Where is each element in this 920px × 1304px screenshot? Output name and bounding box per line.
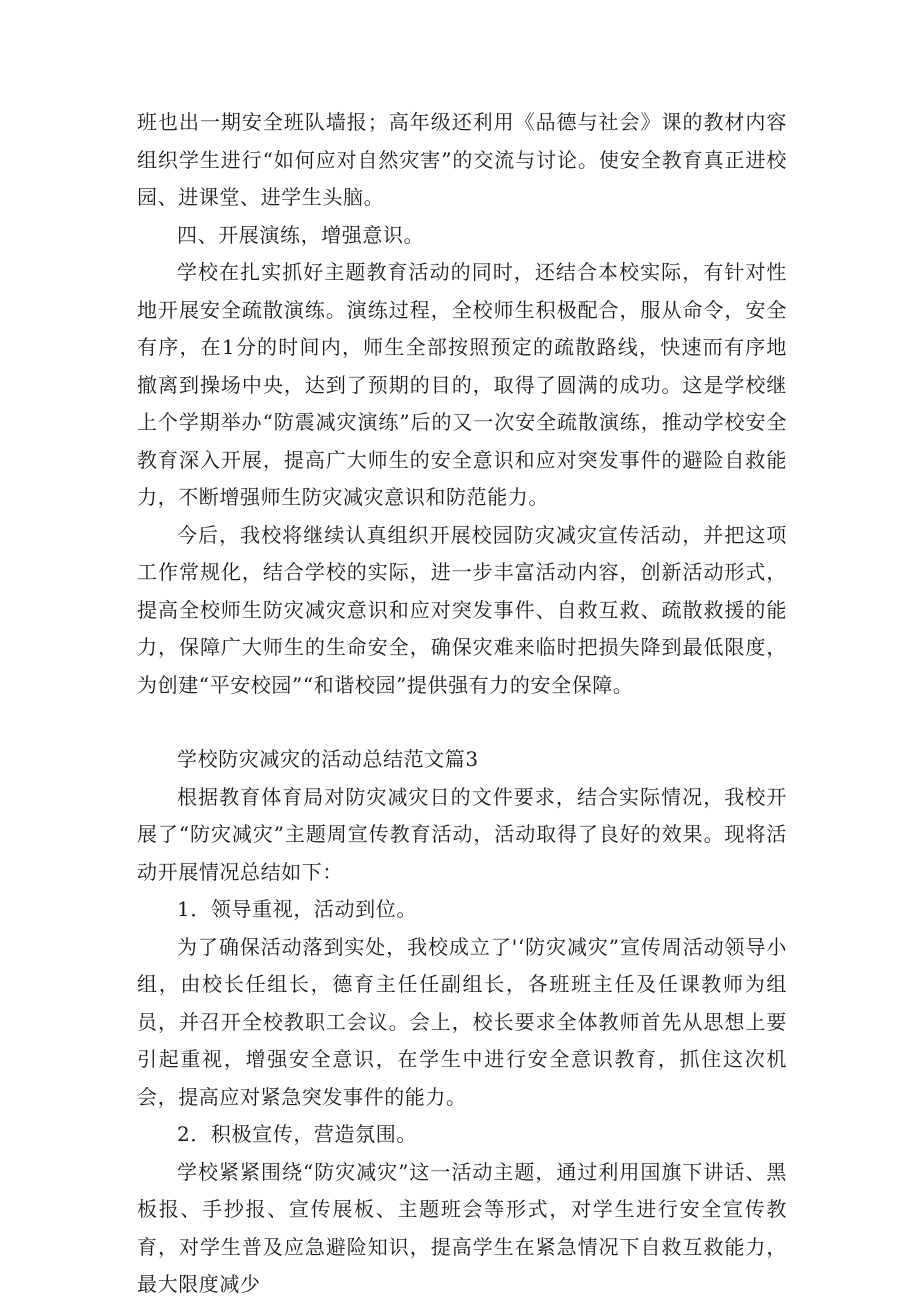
section-heading-drill: 四、开展演练，增强意识。 <box>177 222 425 247</box>
document-body <box>137 104 787 1304</box>
article-title: 学校防灾减灾的活动总结范文篇3 <box>177 747 479 771</box>
paragraph: 班也出一期安全班队墙报；高年级还利用《品德与社会》课的教材内容组织学生进行“如何应对自然灾害”的交流与讨论。使安全教育真正进校园、进课堂、进学生头脑。 <box>137 110 787 209</box>
paragraph: 学校紧紧围绕“防灾减灾”这一活动主题，通过利用国旗下讲话、黑板报、手抄报、宣传展板、主题班会等形式，对学生进行安全宣传教育，对学生普及应急避险知识，提高学生在紧急情况下自救互救能力，最大限度减少 <box>137 1159 787 1296</box>
numbered-heading-1: 1．领导重视，活动到位。 <box>177 897 417 921</box>
paragraph: 今后，我校将继续认真组织开展校园防灾减灾宣传活动，并把这项工作常规化，结合学校的实际，进一步丰富活动内容，创新活动形式，提高全校师生防灾减灾意识和应对突发事件、自救互救、疏散救援的能力，保障广大师生的生命安全，确保灾难来临时把损失降到最低限度，为创建“平安校园”“和谐校园”提供强有力的安全保障。 <box>137 522 787 697</box>
paragraph: 根据教育体育局对防灾减灾日的文件要求，结合实际情况，我校开展了“防灾减灾”主题周宣传教育活动，活动取得了良好的效果。现将活动开展情况总结如下： <box>137 784 787 884</box>
numbered-heading-2: 2．积极宣传，营造氛围。 <box>177 1122 417 1146</box>
paragraph: 为了确保活动落到实处，我校成立了'‘防灾减灾”宣传周活动领导小组，由校长任组长，德育主任任副组长，各班班主任及任课教师为组员，并召开全校教职工会议。会上，校长要求全体教师首先从思想上要引起重视，增强安全意识，在学生中进行安全意识教育，抓住这次机会，提高应对紧急突发事件的能力。 <box>137 934 787 1109</box>
paragraph: 学校在扎实抓好主题教育活动的同时，还结合本校实际，有针对性地开展安全疏散演练。演练过程，全校师生积极配合，服从命令，安全有序，在1分的时间内，师生全部按照预定的疏散路线，快速而有序地撤离到操场中央，达到了预期的目的，取得了圆满的成功。这是学校继上个学期举办“防震减灾演练”后的又一次安全疏散演练，推动学校安全教育深入开展，提高广大师生的安全意识和应对突发事件的避险自救能力，不断增强师生防灾减灾意识和防范能力。 <box>137 260 787 509</box>
